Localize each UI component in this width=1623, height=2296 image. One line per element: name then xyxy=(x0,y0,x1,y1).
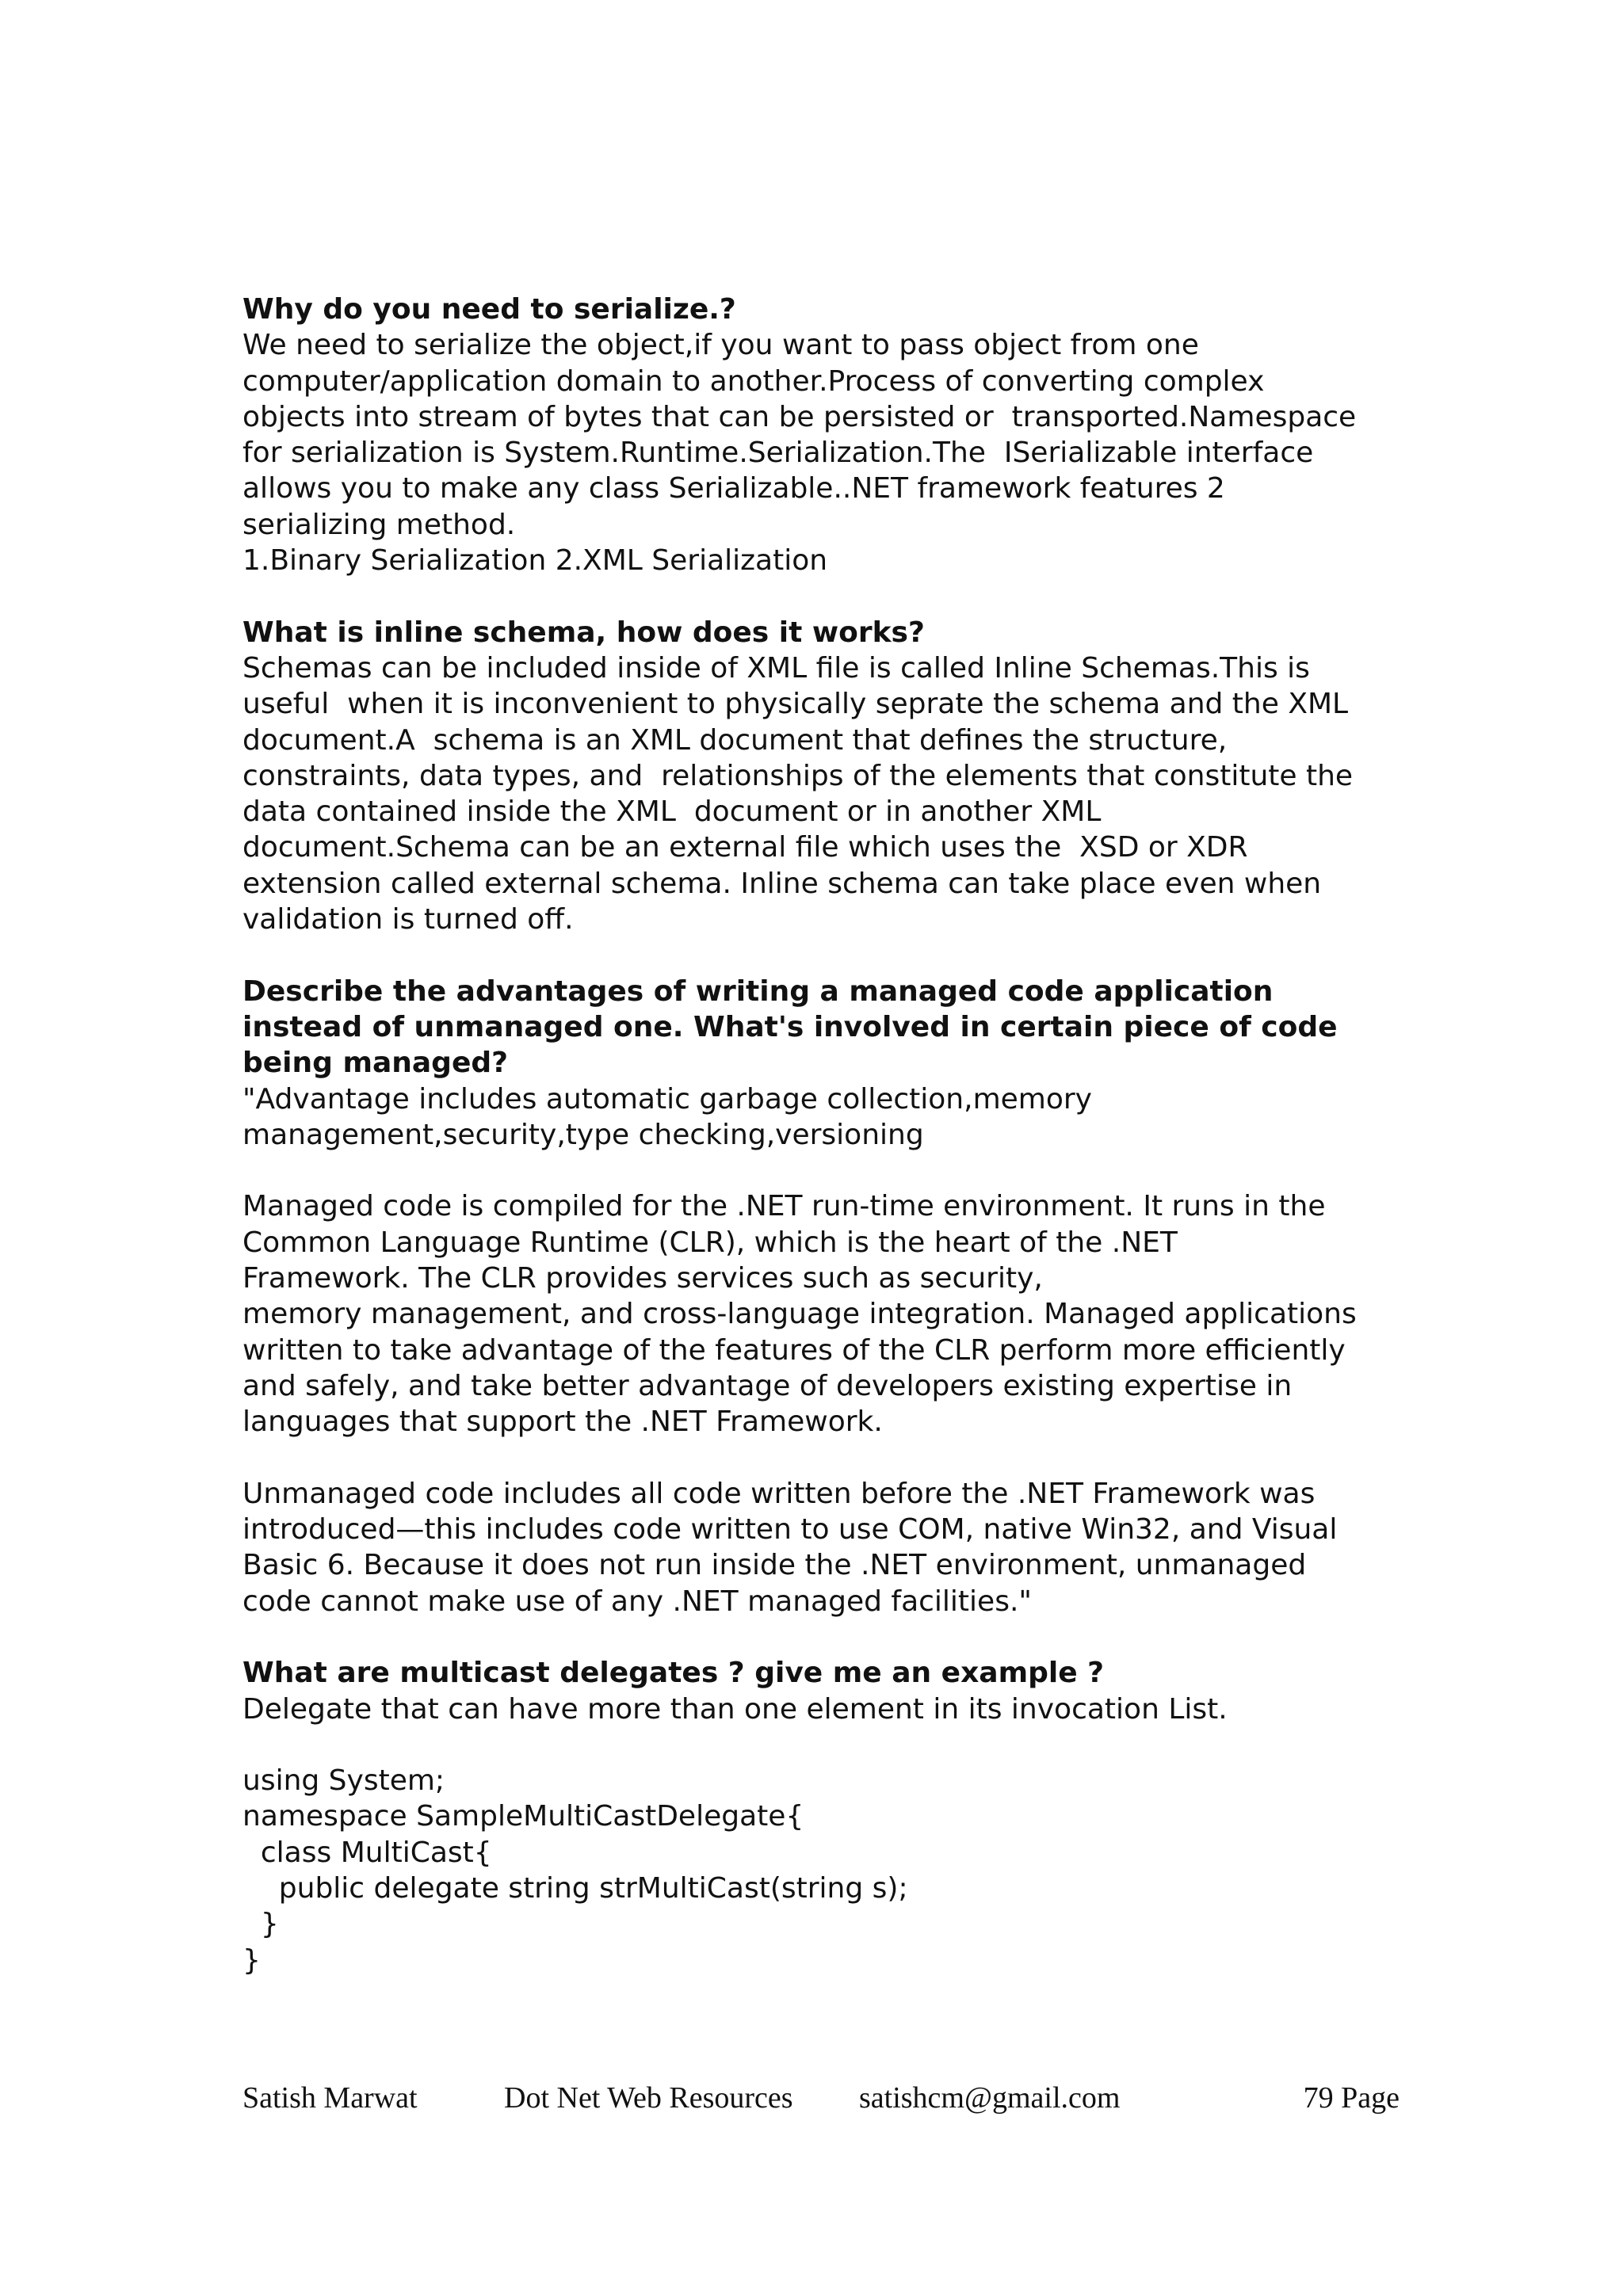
body-line: validation is turned off. xyxy=(242,903,574,936)
body-line: 1.Binary Serialization 2.XML Serialization xyxy=(242,544,828,578)
body-line: Unmanaged code includes all code written before the .NET Framework was xyxy=(242,1477,1316,1510)
body-line: useful when it is inconvenient to physically seprate the schema and the XML xyxy=(242,688,1349,721)
body-line: namespace SampleMultiCastDelegate{ xyxy=(242,1800,804,1833)
footer-email: satishcm@gmail.com xyxy=(859,2081,1121,2115)
blank-line xyxy=(242,1440,1400,1476)
body-line: Schemas can be included inside of XML file is called Inline Schemas.This is xyxy=(242,651,1310,685)
body-line: introduced—this includes code written to use COM, native Win32, and Visual xyxy=(242,1513,1338,1547)
body-line: management,security,type checking,versioning xyxy=(242,1118,924,1151)
body-line: document.Schema can be an external file which uses the XSD or XDR xyxy=(242,831,1248,864)
body-line: memory management, and cross-language integration. Managed applications xyxy=(242,1298,1357,1331)
section-heading: What is inline schema, how does it works? xyxy=(242,616,925,649)
body-line: document.A schema is an XML document that defines the structure, xyxy=(242,723,1228,757)
section xyxy=(242,615,1400,938)
body-line: for serialization is System.Runtime.Serialization.The ISerializable interface xyxy=(242,437,1314,470)
section-heading: What are multicast delegates ? give me an example ? xyxy=(242,1657,1105,1690)
section xyxy=(242,1655,1400,1978)
section-gap xyxy=(242,1619,1400,1655)
body-line: serializing method. xyxy=(242,508,516,541)
section xyxy=(242,974,1400,1619)
body-line: and safely, and take better advantage of developers existing expertise in xyxy=(242,1369,1293,1402)
body-line: Managed code is compiled for the .NET run-time environment. It runs in the xyxy=(242,1190,1326,1223)
document-body xyxy=(242,292,1400,1978)
section-gap xyxy=(242,937,1400,973)
body-line: } xyxy=(242,1908,279,1941)
footer-author: Satish Marwat xyxy=(242,2081,418,2115)
section-gap xyxy=(242,578,1400,614)
body-line: We need to serialize the object,if you want to pass object from one xyxy=(242,329,1199,362)
page-footer xyxy=(242,2081,1400,2120)
section-heading: Describe the advantages of writing a managed code application xyxy=(242,974,1274,1008)
footer-title: Dot Net Web Resources xyxy=(504,2081,793,2115)
section-heading: being managed? xyxy=(242,1047,509,1080)
body-line: languages that support the .NET Framework. xyxy=(242,1405,883,1439)
body-line: data contained inside the XML document or in another XML xyxy=(242,795,1102,829)
body-line: Basic 6. Because it does not run inside the .NET environment, unmanaged xyxy=(242,1549,1307,1582)
body-line: } xyxy=(242,1943,261,1977)
body-line: Framework. The CLR provides services such as security, xyxy=(242,1262,1043,1295)
body-line: constraints, data types, and relationships of the elements that constitute the xyxy=(242,759,1354,792)
body-line: allows you to make any class Serializable..NET framework features 2 xyxy=(242,472,1225,505)
body-line: Common Language Runtime (CLR), which is the heart of the .NET xyxy=(242,1226,1178,1259)
body-line: class MultiCast{ xyxy=(242,1836,492,1869)
section-heading: Why do you need to serialize.? xyxy=(242,293,736,326)
body-line: computer/application domain to another.Process of converting complex xyxy=(242,364,1265,398)
section-heading: instead of unmanaged one. What's involved in certain piece of code xyxy=(242,1010,1338,1043)
body-line: objects into stream of bytes that can be persisted or transported.Namespace xyxy=(242,400,1357,433)
footer-page-number: 79 Page xyxy=(1303,2081,1400,2115)
body-line: public delegate string strMultiCast(string s); xyxy=(242,1872,908,1905)
blank-line xyxy=(242,1153,1400,1188)
body-line: Delegate that can have more than one element in its invocation List. xyxy=(242,1692,1228,1726)
body-line: using System; xyxy=(242,1764,445,1798)
blank-line xyxy=(242,1727,1400,1763)
body-line: extension called external schema. Inline schema can take place even when xyxy=(242,867,1322,900)
section xyxy=(242,292,1400,578)
body-line: "Advantage includes automatic garbage collection,memory xyxy=(242,1082,1092,1116)
body-line: code cannot make use of any .NET managed facilities." xyxy=(242,1585,1032,1618)
body-line: written to take advantage of the features of the CLR perform more efficiently xyxy=(242,1333,1346,1367)
